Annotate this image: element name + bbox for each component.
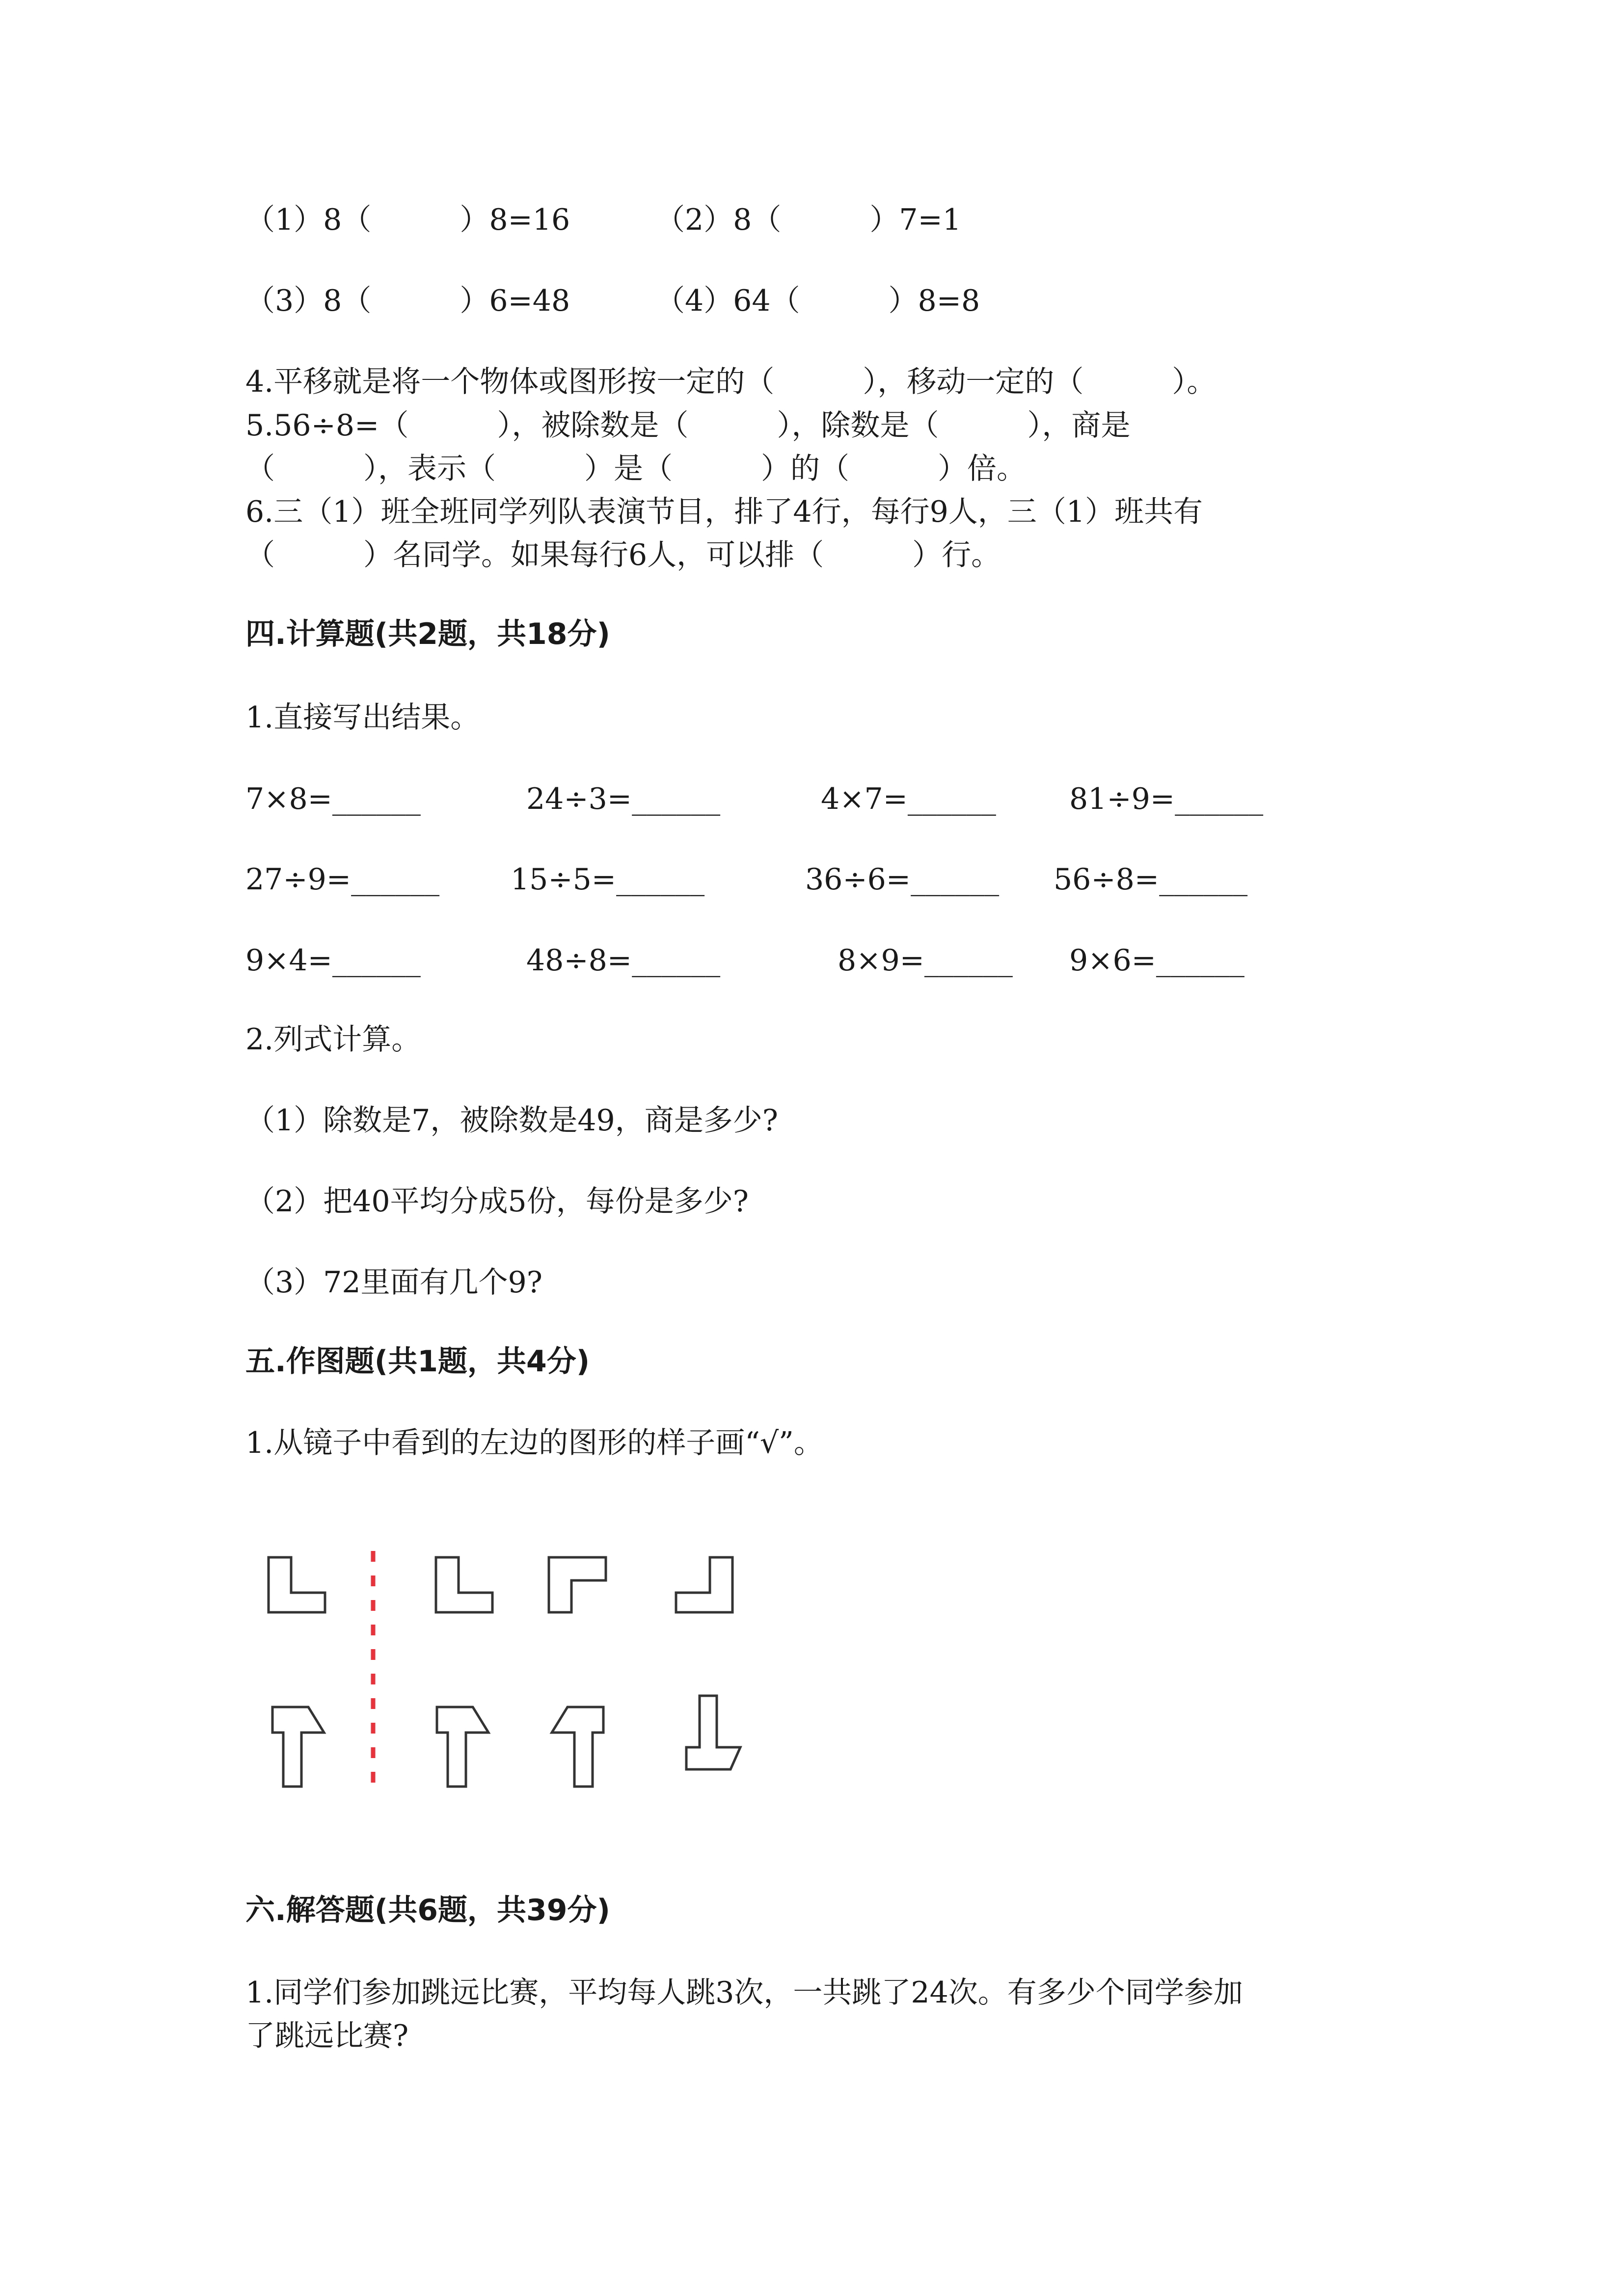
question-3-6-line1: 6.三（1）班全班同学列队表演节目，排了4行，每行9人，三（1）班共有	[245, 495, 1203, 529]
question-3-5-line1: 5.56÷8=（ ），被除数是（ ），除数是（ ），商是	[245, 408, 1131, 443]
hammer-shape-option-c	[686, 1696, 740, 1769]
section-4-heading: 四.计算题(共2题，共18分)	[245, 617, 610, 651]
section-5-heading: 五.作图题(共1题，共4分)	[245, 1344, 590, 1379]
l-shape-option-b	[549, 1557, 606, 1612]
calc-item: 9×4=______	[245, 943, 421, 978]
section-6-heading: 六.解答题(共6题，共39分)	[245, 1893, 610, 1927]
question-4-2-1: （1）除数是7，被除数是49，商是多少?	[245, 1103, 778, 1138]
calc-item: 81÷9=______	[1069, 782, 1264, 816]
calc-item: 15÷5=______	[511, 862, 705, 897]
fill-item-4: （4）64（ ）8=8	[655, 284, 980, 318]
question-4-2-3: （3）72里面有几个9?	[245, 1265, 542, 1300]
question-4-2: 2.列式计算。	[245, 1022, 421, 1057]
question-6-1-line1: 1.同学们参加跳远比赛，平均每人跳3次，一共跳了24次。有多少个同学参加	[245, 1976, 1243, 2010]
question-3-6-line2: （ ）名同学。如果每行6人，可以排（ ）行。	[245, 538, 1001, 572]
question-4-2-2: （2）把40平均分成5份，每份是多少?	[245, 1184, 749, 1219]
question-6-1-line2: 了跳远比赛?	[245, 2019, 409, 2053]
calc-item: 4×7=______	[821, 782, 996, 816]
l-shape-option-c	[676, 1557, 732, 1612]
question-4-1: 1.直接写出结果。	[245, 700, 480, 735]
l-shape-option-a	[436, 1557, 492, 1612]
calc-item: 27÷9=______	[245, 862, 440, 897]
question-3-5-line2: （ ），表示（ ）是（ ）的（ ）倍。	[245, 452, 1026, 486]
fill-item-1: （1）8（ ）8=16	[245, 203, 570, 237]
l-shape-original	[269, 1557, 325, 1612]
calc-item: 9×6=______	[1069, 943, 1245, 978]
calc-item: 8×9=______	[838, 943, 1013, 978]
question-3-4: 4.平移就是将一个物体或图形按一定的（ ），移动一定的（ ）。	[245, 365, 1217, 399]
calc-item: 48÷8=______	[526, 943, 721, 978]
fill-item-2: （2）8（ ）7=1	[655, 203, 961, 237]
calc-item: 56÷8=______	[1054, 862, 1248, 897]
hammer-shape-option-b	[552, 1707, 603, 1787]
calc-item: 36÷6=______	[805, 862, 1000, 897]
calc-item: 7×8=______	[245, 782, 421, 816]
question-5-1: 1.从镜子中看到的左边的图形的样子画“√”。	[245, 1426, 823, 1460]
hammer-shape-option-a	[437, 1707, 488, 1787]
fill-item-3: （3）8（ ）6=48	[245, 284, 570, 318]
hammer-shape-original	[272, 1707, 324, 1787]
calc-item: 24÷3=______	[526, 782, 721, 816]
